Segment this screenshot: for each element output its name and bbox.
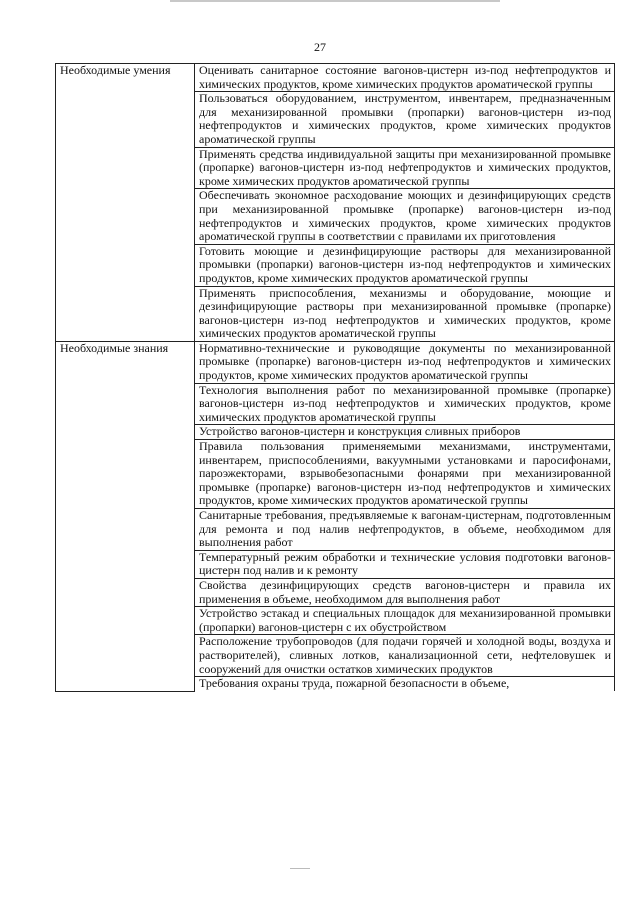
table-row [56, 341, 615, 383]
competency-table [55, 63, 615, 692]
skill-item: Обеспечивать экономное расходование моющих и дезинфицирующих средств при механизированной промывке (пропарке) вагонов-цистерн из-под нефтепродуктов и химических продуктов, кроме химических продуктов ароматической группы в соответствии с правилами их приготовления [195, 189, 615, 244]
top-edge-line [170, 0, 500, 2]
skill-item: Применять приспособления, механизмы и оборудование, моющие и дезинфицирующие растворы при механизированной промывке (пропарке) вагонов-цистерн из-под нефтепродуктов и химических продуктов, кроме химических продуктов ароматической группы [195, 286, 615, 341]
section-label-knowledge: Необходимые знания [56, 341, 195, 691]
knowledge-item: Технология выполнения работ по механизированной промывке (пропарке) вагонов-цистерн из-под нефтепродуктов и химических продуктов, кроме химических продуктов ароматической группы [195, 383, 615, 425]
footer-mark [290, 868, 310, 869]
knowledge-item: Правила пользования применяемыми механизмами, инструментами, инвентарем, приспособлениями, вакуумными установками и паросифонами, пароэжекторами, взрывобезопасными фонарями при механизированной промывке (пропарке) вагонов-цистерн из-под нефтепродуктов и химических продуктов, кроме химических продуктов ароматической группы [195, 440, 615, 509]
knowledge-item: Нормативно-технические и руководящие документы по механизированной промывке (пропарке) вагонов-цистерн из-под нефтепродуктов и химических продуктов, кроме химических продуктов ароматической группы [195, 341, 615, 383]
skill-item: Оценивать санитарное состояние вагонов-цистерн из-под нефтепродуктов и химических продуктов, кроме химических продуктов ароматической группы [195, 64, 615, 92]
section-label-skills: Необходимые умения [56, 64, 195, 342]
knowledge-item: Санитарные требования, предъявляемые к вагонам-цистернам, подготовленным для ремонта и под налив нефтепродуктов, в объеме, необходимом для выполнения работ [195, 509, 615, 551]
table-row [56, 64, 615, 92]
skill-item: Готовить моющие и дезинфицирующие растворы для механизированной промывки (пропарки) вагонов-цистерн из-под нефтепродуктов и химических продуктов, кроме химических продуктов ароматической группы [195, 244, 615, 286]
knowledge-item: Устройство эстакад и специальных площадок для механизированной промывки (пропарки) вагонов-цистерн с их обустройством [195, 607, 615, 635]
knowledge-item: Температурный режим обработки и технические условия подготовки вагонов-цистерн под налив и к ремонту [195, 550, 615, 578]
skill-item: Пользоваться оборудованием, инструментом, инвентарем, предназначенным для механизированной промывки (пропарки) вагонов-цистерн из-под нефтепродуктов и химических продуктов, кроме химических продуктов ароматической группы [195, 92, 615, 147]
knowledge-item: Требования охраны труда, пожарной безопасности в объеме, [195, 677, 615, 692]
page-number: 27 [314, 40, 326, 54]
skill-item: Применять средства индивидуальной защиты при механизированной промывке (пропарке) вагонов-цистерн из-под нефтепродуктов и химических продуктов, кроме химических продуктов ароматической группы [195, 147, 615, 189]
knowledge-item: Расположение трубопроводов (для подачи горячей и холодной воды, воздуха и растворителей), сливных лотков, канализационной сети, нефтеловушек и сооружений для очистки остатков химических продуктов [195, 635, 615, 677]
knowledge-item: Устройство вагонов-цистерн и конструкция сливных приборов [195, 425, 615, 440]
knowledge-item: Свойства дезинфицирующих средств вагонов-цистерн и правила их применения в объеме, необходимом для выполнения работ [195, 578, 615, 606]
